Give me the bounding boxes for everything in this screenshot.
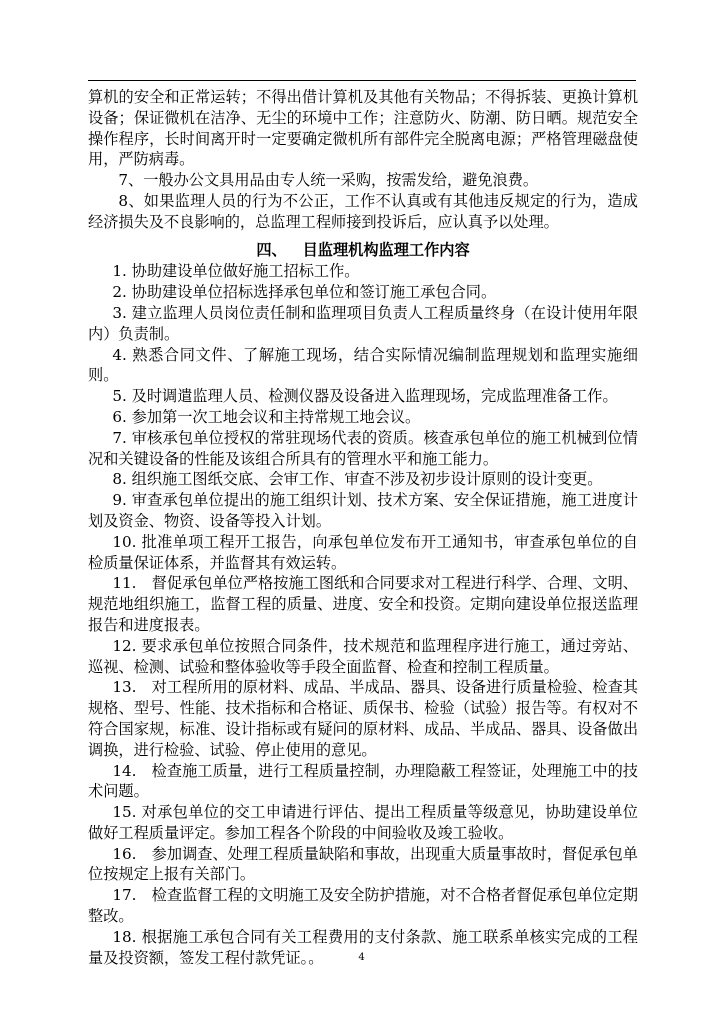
list-item: 3. 建立监理人员岗位责任制和监理项目负责人工程质量终身（在设计使用年限内）负责制。 — [88, 303, 638, 343]
list-item: 13. 对工程所用的原材料、成品、半成品、器具、设备进行质量检验、检查其规格、型号、性能、技术指标和合格证、质保书、检验（试验）报告等。有权对不符合国家规，标准、设计指标或有疑问的原材料、成品、半成品、器具、设备做出调换，进行检验、试验、停止使用的意见。 — [88, 678, 638, 759]
paragraph-rule-7: 7、一般办公文具用品由专人统一采购，按需发给，避免浪费。 — [118, 171, 539, 190]
list-item: 7. 审核承包单位授权的常驻现场代表的资质。核查承包单位的施工机械到位情况和关键设备的性能及该组合所具有的管理水平和施工能力。 — [88, 428, 638, 468]
section-heading — [88, 240, 638, 261]
section-number: 四、 — [256, 240, 287, 259]
paragraph-continuation: 算机的安全和正常运转；不得出借计算机及其他有关物品；不得拆装、更换计算机设备；保证微机在洁净、无尘的环境中工作；注意防火、防潮、防日晒。规范安全操作程序，长时间离开时一定要确定微机所有部件完全脱离电源；严格管理磁盘使用，严防病毒。 — [88, 88, 638, 169]
list-item: 6. 参加第一次工地会议和主持常规工地会议。 — [112, 407, 421, 426]
list-item: 11. 督促承包单位严格按施工图纸和合同要求对工程进行科学、合理、文明、规范地组织施工，监督工程的质量、进度、安全和投资。定期向建设单位报送监理报告和进度报表。 — [88, 574, 638, 634]
list-item: 4. 熟悉合同文件、了解施工现场，结合实际情况编制监理规划和监理实施细则。 — [88, 345, 638, 385]
section-title: 目监理机构监理工作内容 — [302, 240, 470, 259]
list-item: 14. 检查施工质量，进行工程质量控制，办理隐蔽工程签证，处理施工中的技术问题。 — [88, 761, 638, 801]
document-body — [88, 87, 638, 968]
list-item: 2. 协助建设单位招标选择承包单位和签订施工承包合同。 — [112, 283, 497, 302]
page-number: 4 — [358, 952, 365, 963]
list-item: 16. 参加调查、处理工程质量缺陷和事故，出现重大质量事故时，督促承包单位按规定上报有关部门。 — [88, 844, 638, 884]
list-item: 9. 审查承包单位提出的施工组织计划、技术方案、安全保证措施，施工进度计划及资金、物资、设备等投入计划。 — [88, 491, 638, 530]
list-item: 5. 及时调遣监理人员、检测仪器及设备进入监理现场，完成监理准备工作。 — [112, 387, 618, 406]
header-rule — [88, 80, 636, 81]
paragraph-rule-8: 8、如果监理人员的行为不公正，工作不认真或有其他违反规定的行为，造成经济损失及不良影响的，总监理工程师接到投诉后，应认真予以处理。 — [88, 191, 638, 231]
list-item: 12. 要求承包单位按照合同条件，技术规范和监理程序进行施工，通过旁站、巡视、检测、试验和整体验收等手段全面监督、检查和控制工程质量。 — [88, 636, 638, 676]
list-item: 10. 批准单项工程开工报告，向承包单位发布开工通知书，审查承包单位的自检质量保证体系，并监督其有效运转。 — [88, 532, 638, 572]
list-item: 8. 组织施工图纸交底、会审工作、审查不涉及初步设计原则的设计变更。 — [112, 470, 603, 489]
list-item: 18. 根据施工承包合同有关工程费用的支付条款、施工联系单核实完成的工程量及投资额，签发工程付款凭证。。 — [88, 927, 638, 967]
list-item: 15. 对承包单位的交工申请进行评估、提出工程质量等级意见，协助建设单位做好工程质量评定。参加工程各个阶段的中间验收及竣工验收。 — [88, 803, 638, 842]
list-item: 17. 检查监督工程的文明施工及安全防护措施，对不合格者督促承包单位定期整改。 — [88, 886, 638, 926]
list-item: 1. 协助建设单位做好施工招标工作。 — [112, 262, 360, 281]
